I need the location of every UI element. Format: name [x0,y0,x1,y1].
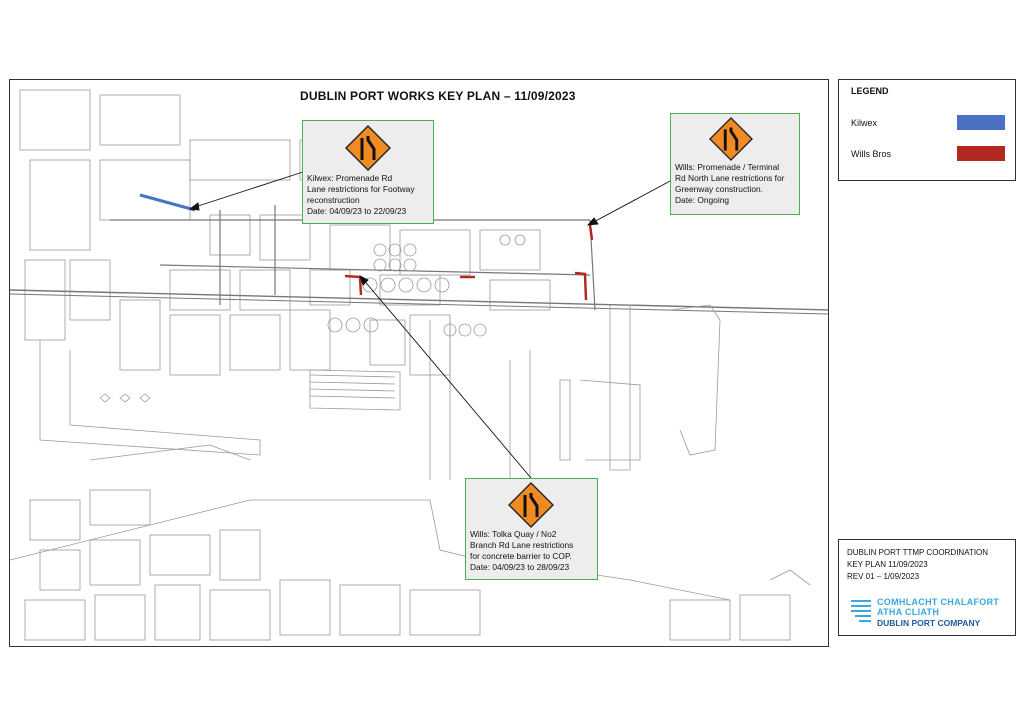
legend-title: LEGEND [851,86,889,96]
callout-kilwex [302,120,434,224]
callout-line: Rd North Lane restrictions for [675,173,785,183]
title-block [838,539,1016,636]
dublin-port-logo-icon [849,597,875,627]
map-title: DUBLIN PORT WORKS KEY PLAN – 11/09/2023 [300,89,576,103]
legend-label-kilwex: Kilwex [851,118,878,128]
callout-wills-tolka [465,478,598,580]
callout-line: Wills: Tolka Quay / No2 [470,529,557,539]
callout-line: Greenway construction. [675,184,763,194]
title-block-line: KEY PLAN 11/09/2023 [847,560,928,569]
callout-line: Date: Ongoing [675,195,730,205]
title-block-line: DUBLIN PORT TTMP COORDINATION [847,548,989,557]
lane-merge-sign-icon [508,482,554,528]
logo-text-irish-2: ATHA CLIATH [877,607,940,617]
callout-line: Lane restrictions for Footway [307,184,415,194]
callout-line: reconstruction [307,195,360,205]
title-block-line: REV 01 – 1/09/2023 [847,572,920,581]
callout-line: Wills: Promenade / Terminal [675,162,780,172]
callout-line: Kilwex: Promenade Rd [307,173,393,183]
callout-line: Branch Rd Lane restrictions [470,540,574,550]
legend-swatch-wills-bros [957,146,1005,161]
legend [838,79,1016,181]
callout-line: for concrete barrier to COP. [470,551,572,561]
callout-wills-promenade [670,113,800,215]
legend-swatch-kilwex [957,115,1005,130]
lane-merge-sign-icon [709,117,753,161]
legend-label-wills-bros: Wills Bros [851,149,891,159]
logo-text-english: DUBLIN PORT COMPANY [877,618,981,628]
logo-text-irish-1: COMHLACHT CHALAFORT [877,597,1000,607]
lane-merge-sign-icon [345,125,391,171]
dublin-port-logo [849,597,1000,632]
callout-line: Date: 04/09/23 to 22/09/23 [307,206,407,216]
callout-line: Date: 04/09/23 to 28/09/23 [470,562,570,572]
